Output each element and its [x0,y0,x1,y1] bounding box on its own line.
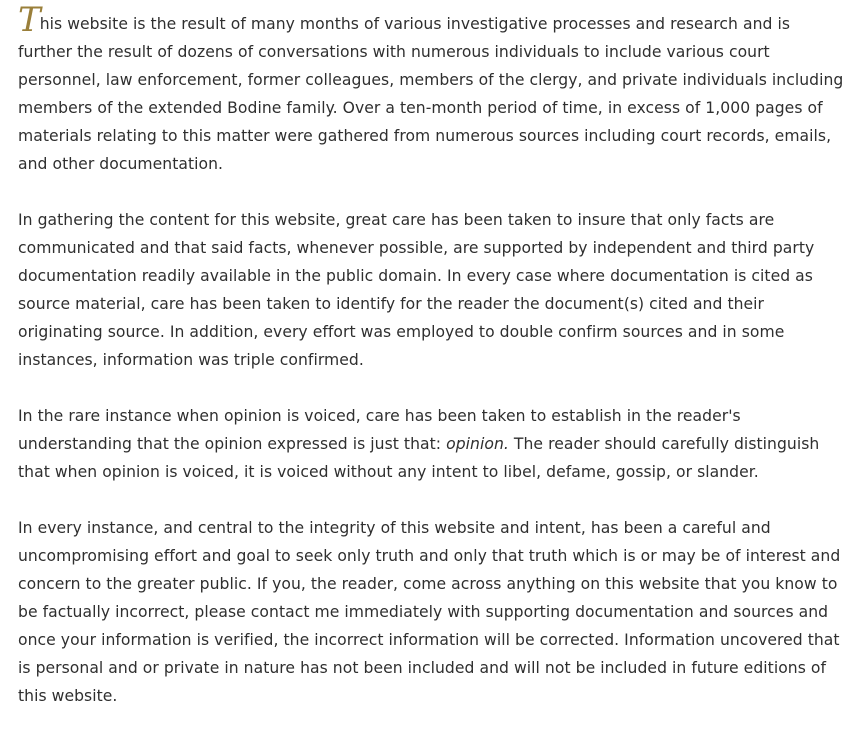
opinion-paragraph [18,402,844,486]
opinion-paragraph-tail: The reader should carefully distinguish that when opinion is voiced, it is voiced without any intent to libel, defame, gossip, or slander. [18,435,820,481]
integrity-paragraph: In every instance, and central to the integrity of this website and intent, has been a careful and uncompromising effort and goal to seek only truth and only that truth which is or may be of interest and concern to the greater public. If you, the reader, come across anything on this website that you know to be factually incorrect, please contact me immediately with supporting documentation and sources and once your information is verified, the incorrect information will be corrected. Information uncovered that is personal and or private in nature has not been included and will not be included in future editions of this website. [18,519,841,705]
intro-paragraph-text: his website is the result of many months of various investigative processes and research and is further the result of dozens of conversations with numerous individuals to include various court personnel, law enforcement, former colleagues, members of the clergy, and private individuals including members of the extended Bodine family. Over a ten-month period of time, in excess of 1,000 pages of materials relating to this matter were gathered from numerous sources including court records, emails, and other documentation. [18,15,844,173]
disclaimer-content [18,0,844,710]
opinion-emphasis: opinion. [446,435,509,453]
opinion-paragraph-lead: In the rare instance when opinion is voiced, care has been taken to establish in the reader's understanding that the opinion expressed is just that: [18,407,741,453]
drop-cap: T [18,0,41,40]
intro-paragraph [18,0,844,178]
sourcing-paragraph: In gathering the content for this website, great care has been taken to insure that only facts are communicated and that said facts, whenever possible, are supported by independent and third party documentation readily available in the public domain. In every case where documentation is cited as source material, care has been taken to identify for the reader the document(s) cited and their originating source. In addition, every effort was employed to double confirm sources and in some instances, information was triple confirmed. [18,211,815,369]
